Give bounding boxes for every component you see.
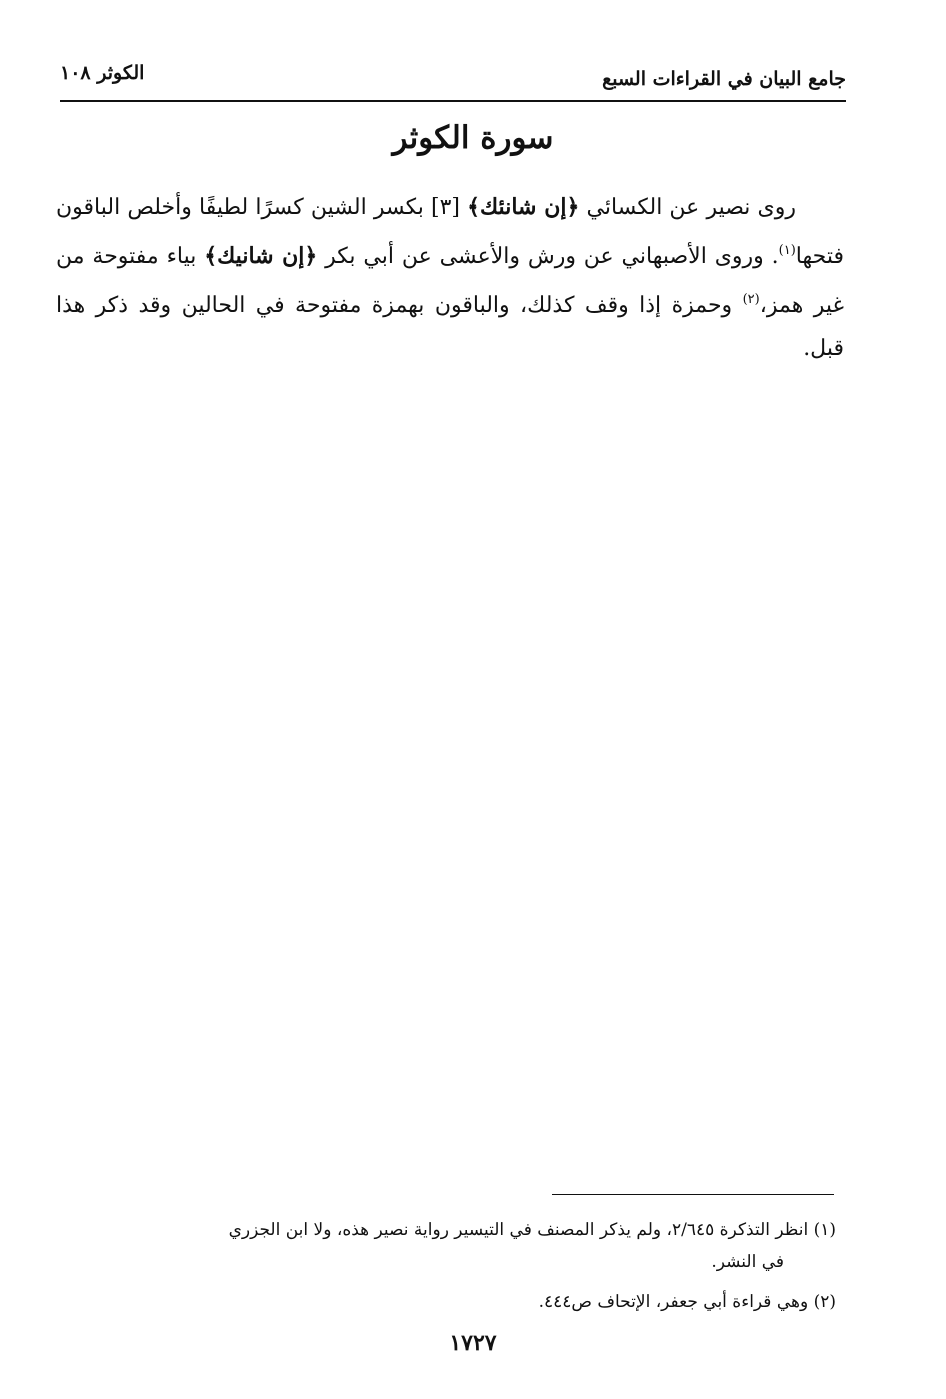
running-header [60,56,846,100]
text-run: [٣] بكسر الشين كسرًا لطيفًا وأخلص الباقون فتحها [56,195,844,269]
body-paragraph [56,186,844,370]
text-run: وحمزة إذا وقف كذلك، والباقون بهمزة مفتوحة في الحالين وقد ذكر هذا قبل. [56,293,844,361]
text-run: . وروى الأصبهاني عن ورش والأعشى عن أبي بكر [317,244,779,269]
surah-title: سورة الكوثر [392,120,554,156]
footnote-text: (٢) وهي قراءة أبي جعفر، الإتحاف ص٤٤٤. [538,1292,836,1312]
quran-quote: ﴿إن شانيك﴾ [204,243,318,269]
footnote-2 [44,1286,836,1318]
header-rule [60,100,846,102]
footnote-ref: (١) [778,243,796,258]
book-title: جامع البيان في القراءات السبع [602,68,846,90]
text-run: روى نصير عن الكسائي [579,195,797,220]
text-run: بياء مفتوحة من غير همز، [56,244,844,318]
quran-quote: ﴿إن شانئك﴾ [467,194,580,220]
footnotes [44,1214,836,1318]
body-text [56,186,844,370]
footnote-rule [552,1194,834,1195]
footnote-continuation: في النشر. [711,1252,784,1272]
page-number: ١٧٢٧ [449,1330,497,1356]
footnote-1 [44,1214,836,1278]
surah-page-label: الكوثر ١٠٨ [60,62,145,84]
footnote-text: (١) انظر التذكرة ٢/٦٤٥، ولم يذكر المصنف في التيسير رواية نصير هذه، ولا ابن الجزري [228,1220,836,1240]
footnote-ref: (٢) [742,292,760,307]
